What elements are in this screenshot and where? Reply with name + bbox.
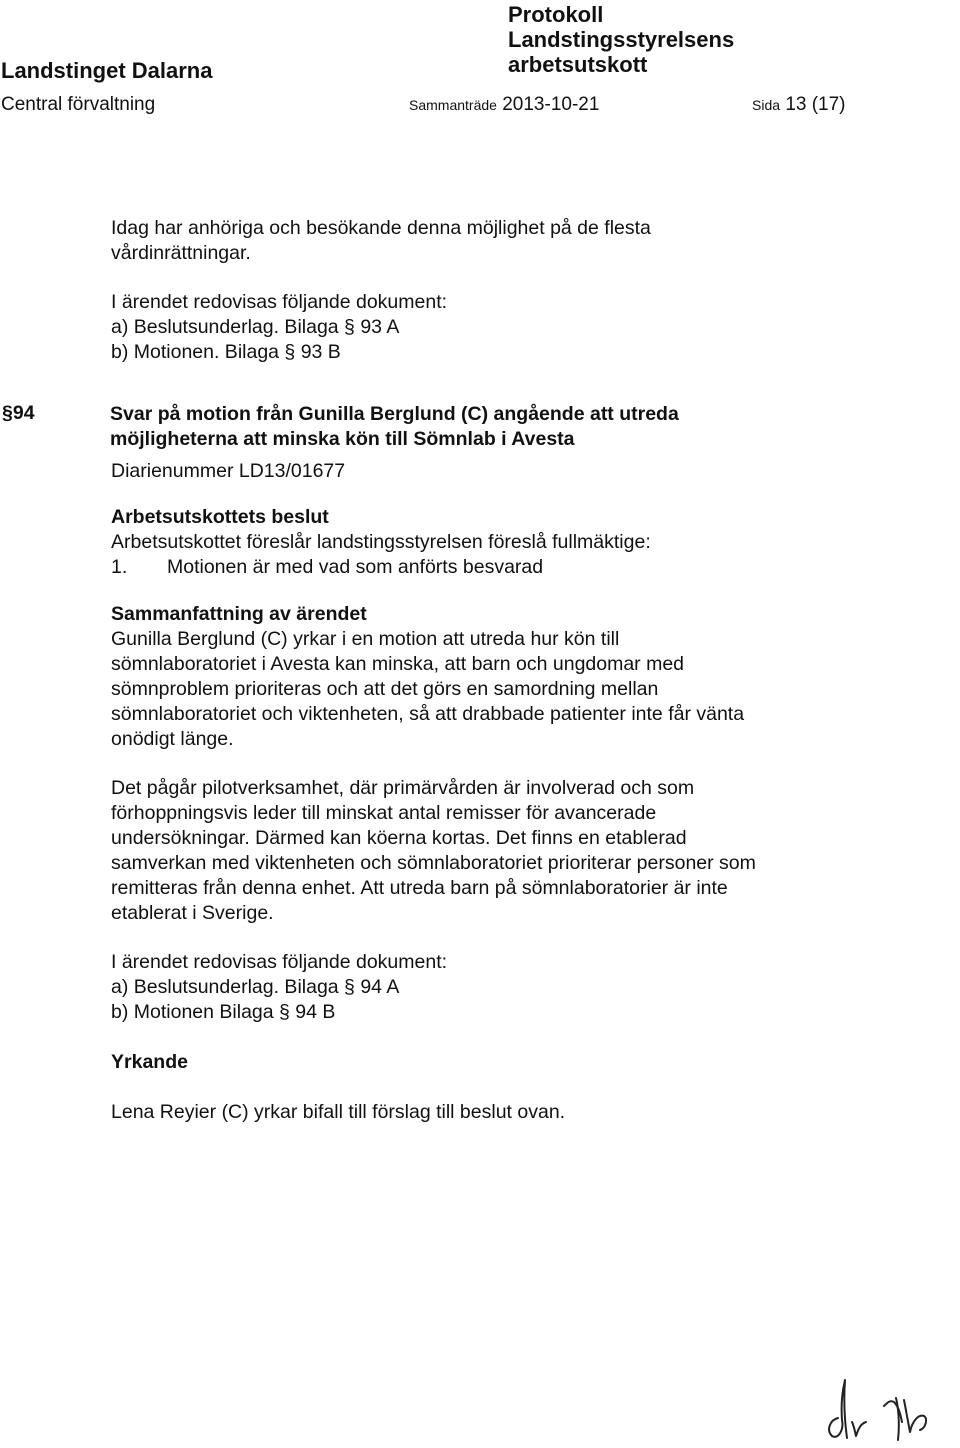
previous-documents	[111, 290, 447, 365]
summary-line: sömnlaboratoriet i Avesta kan minska, att barn och ungdomar med	[111, 653, 685, 675]
documents-intro: I ärendet redovisas följande dokument:	[111, 291, 448, 313]
previous-line: vårdinrättningar.	[111, 242, 251, 264]
organization-name: Landstinget Dalarna	[1, 58, 213, 83]
summary-line: Gunilla Berglund (C) yrkar i en motion att utreda hur kön till	[111, 628, 620, 650]
decision-block	[111, 505, 651, 580]
section-number: §94	[2, 402, 35, 424]
page-number: 13 (17)	[785, 94, 846, 115]
summary-heading: Sammanfattning av ärendet	[111, 603, 367, 625]
decision-item-text: Motionen är med vad som anförts besvarad	[167, 556, 544, 578]
previous-section-text	[111, 216, 651, 266]
meeting-label: Sammanträde	[409, 97, 497, 113]
section-documents	[111, 950, 447, 1025]
summary-line: etablerat i Sverige.	[111, 902, 274, 924]
meeting-info	[409, 94, 599, 116]
committee-name-line2: arbetsutskott	[508, 52, 648, 77]
meeting-date: 2013-10-21	[502, 94, 600, 115]
document-b: b) Motionen Bilaga § 94 B	[111, 1001, 336, 1023]
summary-block	[111, 602, 744, 752]
document-a: a) Beslutsunderlag. Bilaga § 94 A	[111, 976, 400, 998]
decision-item	[111, 555, 651, 580]
summary-line: remitteras från denna enhet. Att utreda barn på sömnlaboratorier är inte	[111, 877, 728, 899]
summary-line: samverkan med viktenheten och sömnlaboratoriet prioriterar personer som	[111, 852, 756, 874]
summary-line: onödigt länge.	[111, 728, 234, 750]
summary-line: Det pågår pilotverksamhet, där primärvården är involverad och som	[111, 777, 695, 799]
department-name: Central förvaltning	[1, 94, 156, 115]
summary-paragraph-1	[111, 627, 744, 752]
summary-paragraph-2	[111, 776, 756, 926]
committee-name-line1: Landstingsstyrelsens	[508, 27, 735, 52]
decision-text: Arbetsutskottet föreslår landstingsstyrelsen föreslå fullmäktige:	[111, 531, 651, 553]
handwritten-initials-signature	[818, 1376, 938, 1442]
summary-line: undersökningar. Därmed kan köerna kortas. Det finns en etablerad	[111, 827, 687, 849]
section-title-line: möjligheterna att minska kön till Sömnlab i Avesta	[110, 428, 575, 450]
summary-line: sömnlaboratoriet och viktenheten, så att drabbade patienter inte får vänta	[111, 703, 745, 725]
yrkande-text: Lena Reyier (C) yrkar bifall till förslag till beslut ovan.	[111, 1101, 566, 1123]
summary-line: sömnproblem prioriteras och att det görs en samordning mellan	[111, 678, 659, 700]
protocol-heading	[508, 2, 734, 77]
section-title-line: Svar på motion från Gunilla Berglund (C) angående att utreda	[110, 403, 679, 425]
summary-line: förhoppningsvis leder till minskat antal remisser för avancerade	[111, 802, 657, 824]
diary-number: Diarienummer LD13/01677	[111, 460, 346, 482]
yrkande-heading: Yrkande	[111, 1051, 188, 1073]
decision-heading: Arbetsutskottets beslut	[111, 506, 329, 528]
section-title	[110, 402, 679, 452]
decision-item-number: 1.	[111, 556, 128, 578]
protocol-title: Protokoll	[508, 2, 604, 27]
previous-line: Idag har anhöriga och besökande denna möjlighet på de flesta	[111, 217, 651, 239]
documents-intro: I ärendet redovisas följande dokument:	[111, 951, 448, 973]
page-info	[752, 94, 846, 116]
document-a: a) Beslutsunderlag. Bilaga § 93 A	[111, 316, 400, 338]
document-b: b) Motionen. Bilaga § 93 B	[111, 341, 341, 363]
page-label: Sida	[752, 97, 781, 113]
